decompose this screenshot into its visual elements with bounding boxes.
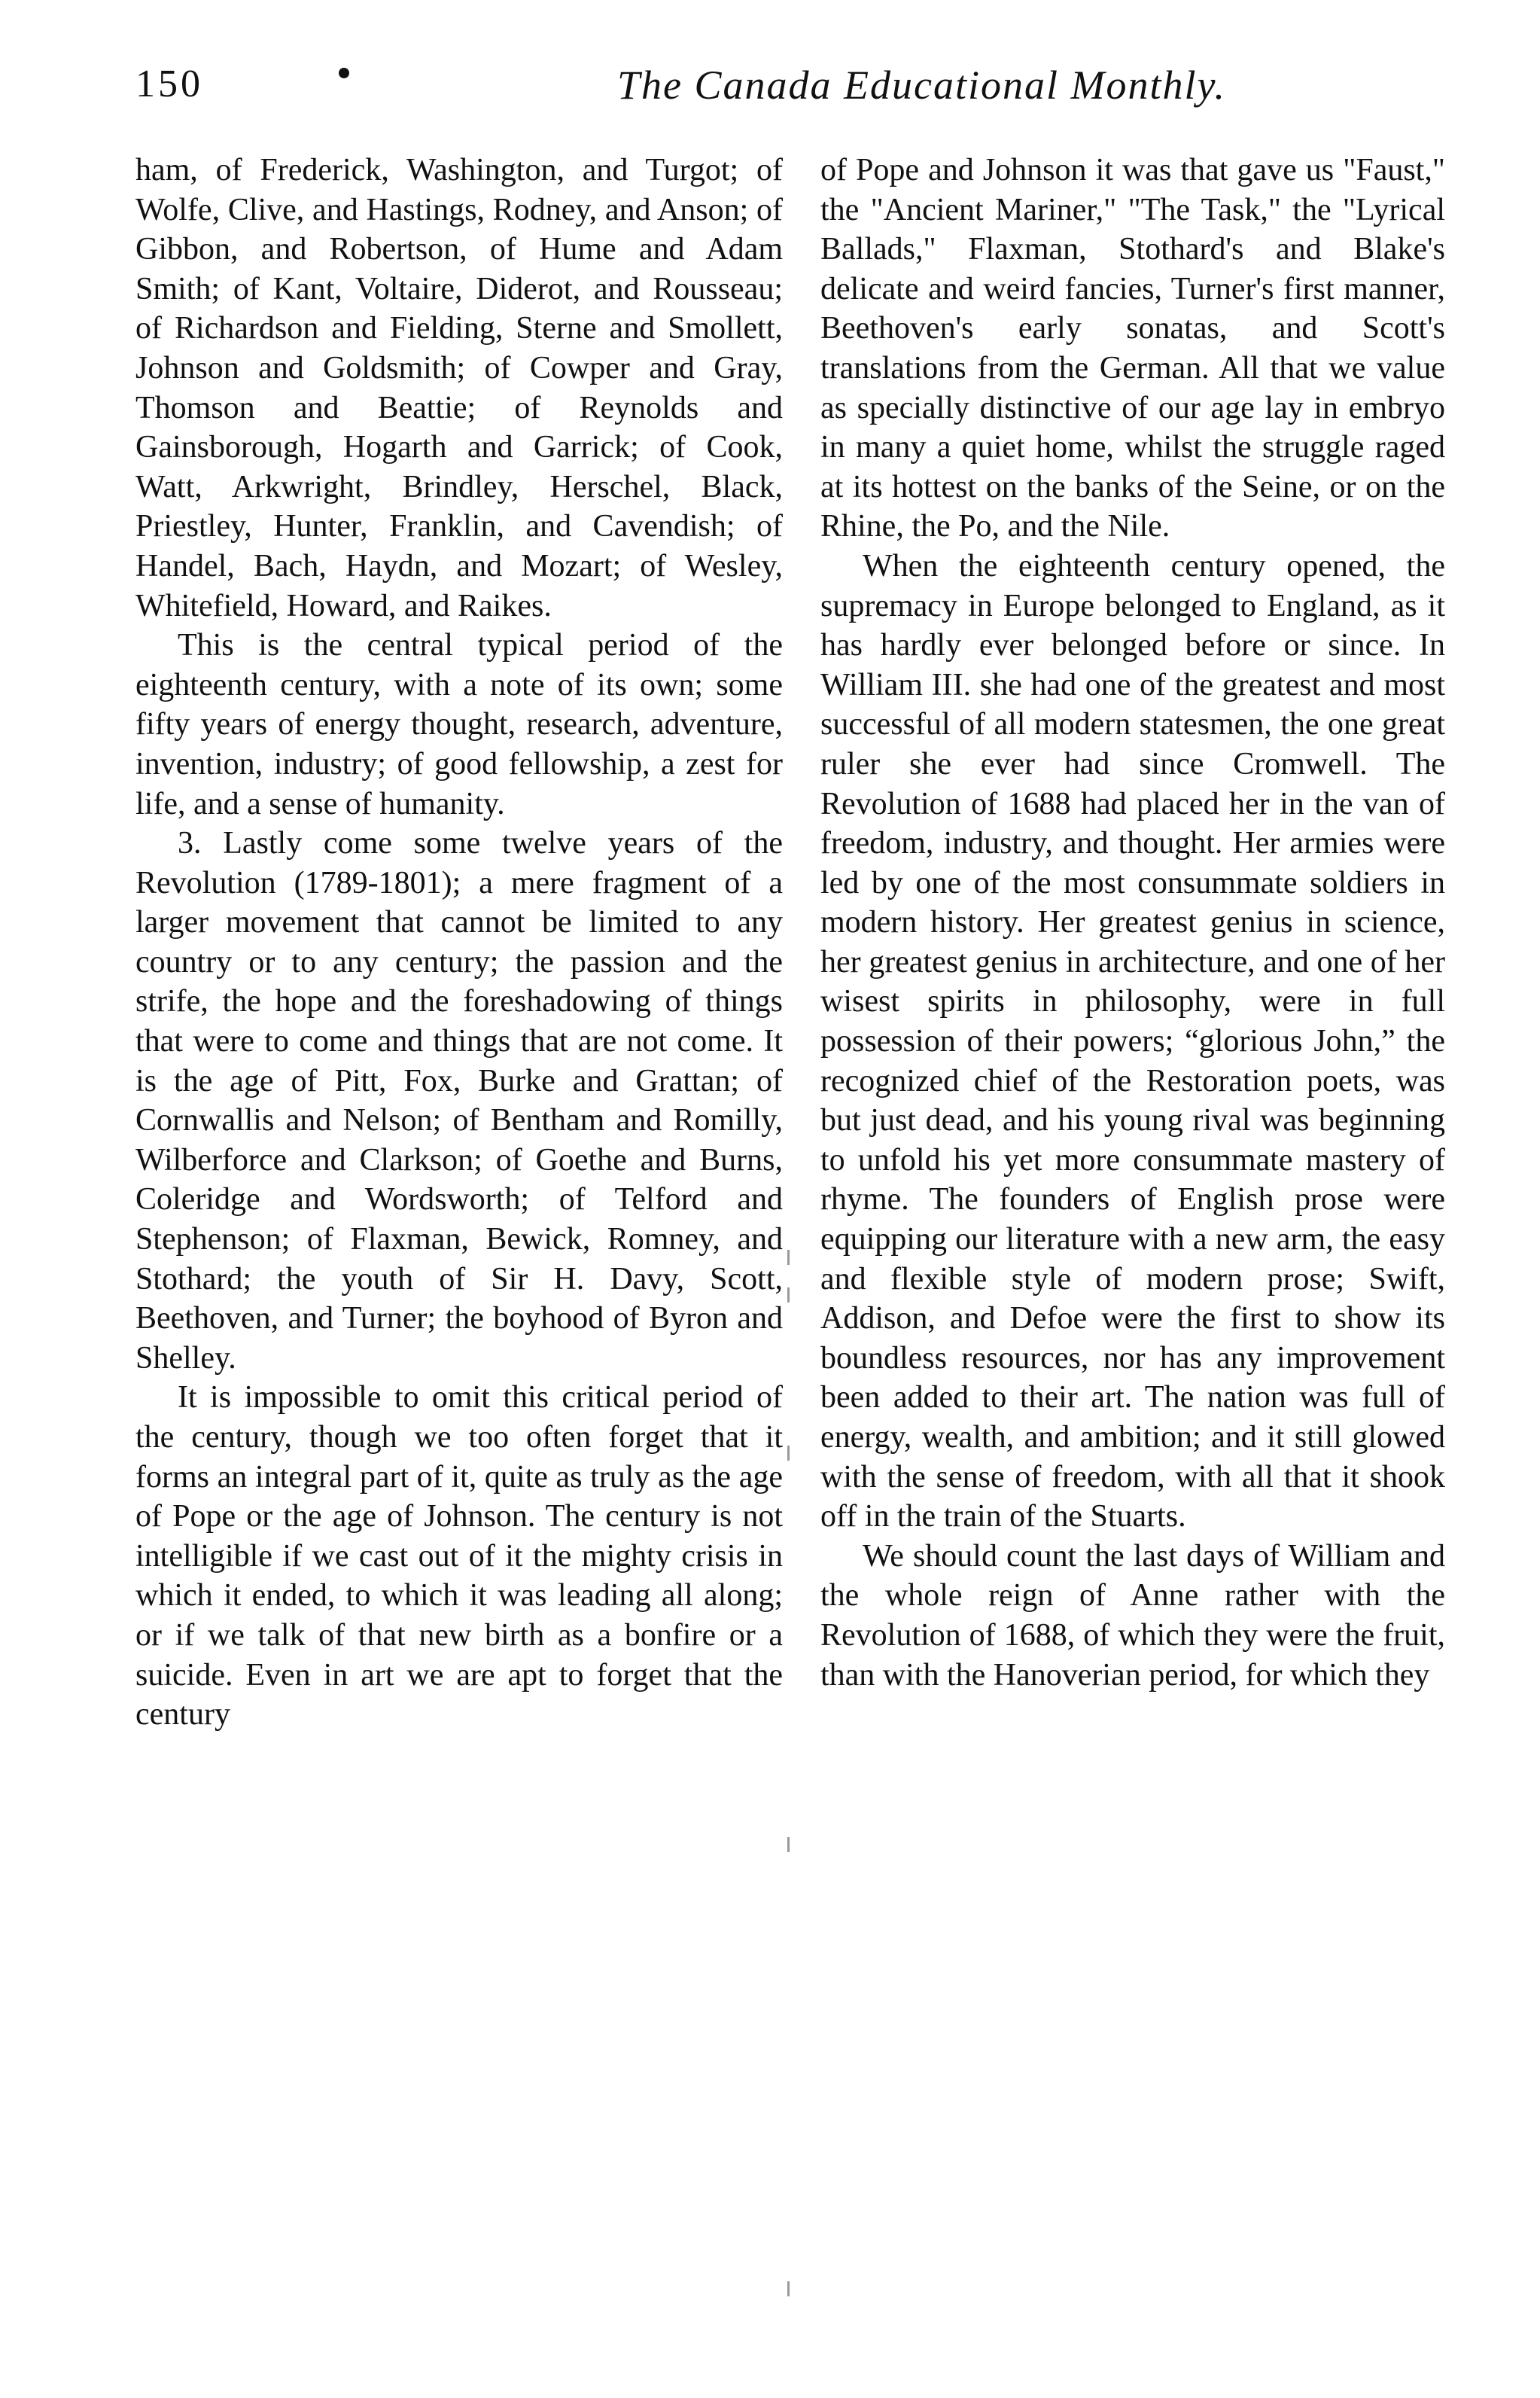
- gutter-mark: [787, 1287, 790, 1303]
- right-paragraph-1: of Pope and Johnson it was that gave us "Faust," the "Ancient Mariner," "The Task," the "Lyrical Ballads," Flaxman, Stothard's and Blake's delicate and weird fancies, Turner's first manner, Beethoven's early sonatas, and Scott's translations from the German. All that we value as specially distinctive of our age lay in embryo in many a quiet home, whilst the struggle raged at its hottest on the banks of the Seine, or on the Rhine, the Po, and the Nile.: [820, 153, 1445, 544]
- gutter-mark: [787, 1837, 790, 1852]
- gutter-mark: [787, 1446, 790, 1461]
- left-paragraph-1: ham, of Frederick, Washington, and Turgot; of Wolfe, Clive, and Hastings, Rodney, and Anson; of Gibbon, and Robertson, of Hume and Adam Smith; of Kant, Voltaire, Diderot, and Rousseau; of Richardson and Fielding, Sterne and Smollett, Johnson and Goldsmith; of Cowper and Gray, Thomson and Beattie; of Reynolds and Gainsborough, Hogarth and Garrick; of Cook, Watt, Arkwright, Brindley, Herschel, Black, Priestley, Hunter, Franklin, and Cavendish; of Handel, Bach, Haydn, and Mozart; of Wesley, Whitefield, Howard, and Raikes.: [135, 153, 783, 623]
- page-header: [135, 62, 1415, 122]
- gutter-mark: [787, 2281, 790, 2296]
- page-number: 150: [135, 62, 203, 105]
- left-column: [135, 151, 783, 1735]
- header-ornament-dot: [339, 68, 349, 78]
- left-paragraph-4: It is impossible to omit this critical period of the century, though we too often forget that it forms an integral part of it, quite as truly as the age of Pope or the age of Johnson. The century is not intelligible if we cast out of it the mighty crisis in which it ended, to which it was leading all along; or if we talk of that new birth as a bonfire or a suicide. Even in art we are apt to forget that the century: [135, 1380, 783, 1732]
- gutter-mark: [787, 1250, 790, 1265]
- right-column: [820, 151, 1445, 1695]
- running-title: The Canada Educational Monthly.: [617, 62, 1226, 108]
- left-paragraph-3: 3. Lastly come some twelve years of the Revolution (1789-1801); a mere fragment of a larger movement that cannot be limited to any country or to any century; the passion and the strife, the hope and the foreshadowing of things that were to come and things that are not come. It is the age of Pitt, Fox, Burke and Grattan; of Cornwallis and Nelson; of Bentham and Romilly, Wilberforce and Clarkson; of Goethe and Burns, Coleridge and Wordsworth; of Telford and Stephenson; of Flaxman, Bewick, Romney, and Stothard; the youth of Sir H. Davy, Scott, Beethoven, and Turner; the boyhood of Byron and Shelley.: [135, 826, 783, 1376]
- left-paragraph-2: This is the central typical period of the eighteenth century, with a note of its own; some fifty years of energy thought, research, adventure, invention, industry; of good fellowship, a zest for life, and a sense of humanity.: [135, 628, 783, 821]
- right-paragraph-3: We should count the last days of William and the whole reign of Anne rather with the Revolution of 1688, of which they were the fruit, than with the Hanoverian period, for which they: [820, 1538, 1445, 1693]
- right-paragraph-2: When the eighteenth century opened, the supremacy in Europe belonged to England, as it has hardly ever belonged before or since. In William III. she had one of the greatest and most successful of all modern statesmen, the one great ruler she ever had since Cromwell. The Revolution of 1688 had placed her in the van of freedom, industry, and thought. Her armies were led by one of the most consummate soldiers in modern history. Her greatest genius in science, her greatest genius in architecture, and one of her wisest spirits in philosophy, were in full possession of their powers; “glorious John,” the recognized chief of the Restoration poets, was but just dead, and his young rival was beginning to unfold his yet more consummate mastery of rhyme. The founders of English prose were equipping our literature with a new arm, the easy and flexible style of modern prose; Swift, Addison, and Defoe were the first to show its boundless resources, nor has any improvement been added to their art. The nation was full of energy, wealth, and ambition; and it still glowed with the sense of freedom, with all that it shook off in the train of the Stuarts.: [820, 548, 1445, 1534]
